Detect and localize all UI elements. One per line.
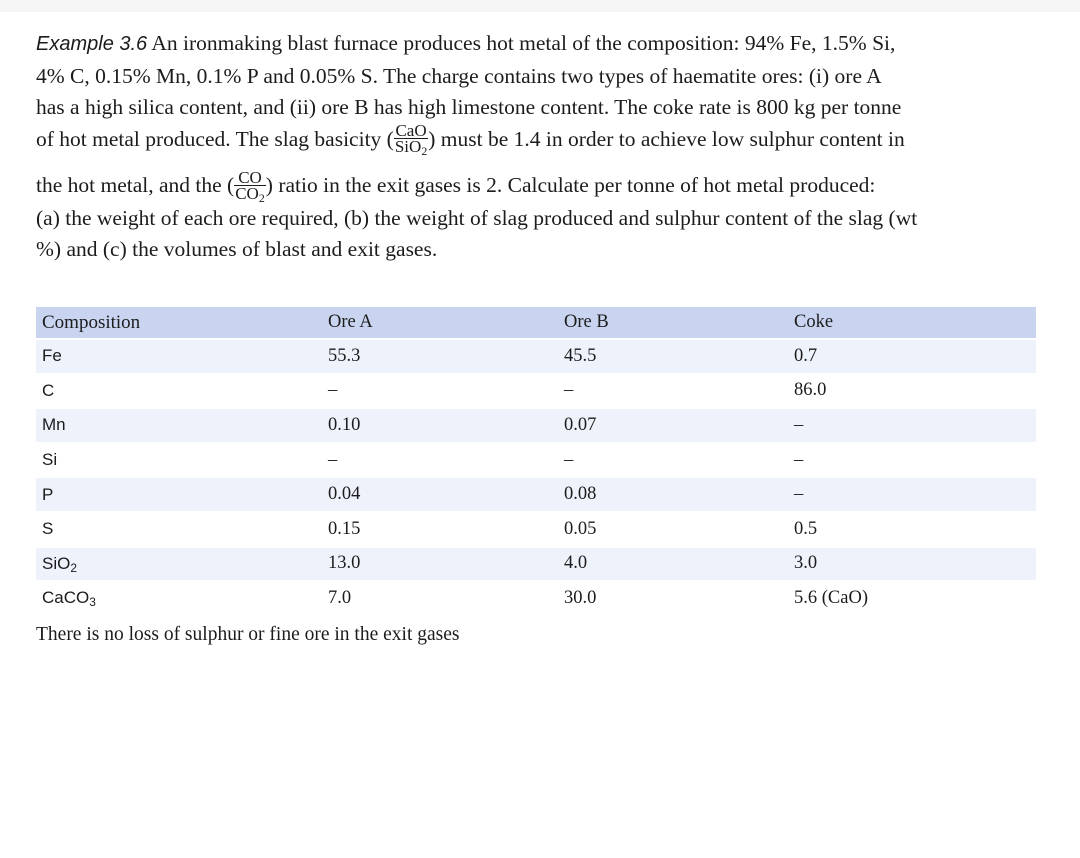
row-label: P xyxy=(36,478,322,513)
ore-a-value: 13.0 xyxy=(322,548,558,583)
table-row xyxy=(36,375,1036,410)
row-label: C xyxy=(36,375,322,410)
ore-b-value: 30.0 xyxy=(558,582,788,617)
header-ore-b: Ore B xyxy=(558,307,788,340)
row-label: S xyxy=(36,513,322,548)
header-ore-a: Ore A xyxy=(322,307,558,340)
problem-line-3: has a high silica content, and (ii) ore B has high limestone content. The coke rate is 800 kg per tonne xyxy=(36,95,902,119)
table-row xyxy=(36,548,1036,583)
basicity-numerator: CaO xyxy=(395,121,427,141)
problem-line-4 xyxy=(36,121,1038,159)
basicity-fraction xyxy=(394,121,428,159)
table-row xyxy=(36,444,1036,479)
problem-statement xyxy=(36,28,1038,266)
row-label: Si xyxy=(36,444,322,479)
ore-a-value: – xyxy=(322,444,558,479)
header-coke: Coke xyxy=(788,307,1036,340)
problem-line-2: 4% C, 0.15% Mn, 0.1% P and 0.05% S. The charge contains two types of haematite ores: (i) ore A xyxy=(36,63,882,88)
problem-text-4a: of hot metal produced. The slag basicity ( xyxy=(36,126,394,151)
row-label: SiO$_2$ xyxy=(36,548,322,583)
ore-a-value: 7.0 xyxy=(322,582,558,617)
coke-value: – xyxy=(788,478,1036,513)
ore-a-value: 55.3 xyxy=(322,340,558,375)
problem-line-7: %) and (c) the volumes of blast and exit gases. xyxy=(36,237,438,262)
ore-b-value: 45.5 xyxy=(558,340,788,375)
table-row xyxy=(36,409,1036,444)
top-bar xyxy=(0,0,1080,12)
row-label: Fe xyxy=(36,340,322,375)
problem-text-5a: the hot metal, and the ( xyxy=(36,173,235,198)
problem-text-1: An ironmaking blast furnace produces hot metal of the composition: 94% Fe, 1.5% Si, xyxy=(151,31,896,55)
coke-value: 86.0 xyxy=(788,375,1036,410)
ratio-den-sub: 2 xyxy=(258,190,265,205)
ratio-denominator xyxy=(234,183,266,205)
ore-a-value: – xyxy=(322,375,558,410)
gas-ratio-fraction xyxy=(234,167,266,205)
table-row xyxy=(36,582,1036,617)
ore-b-value: 0.05 xyxy=(558,513,788,548)
example-label: Example 3.6 xyxy=(36,33,148,55)
ore-a-value: 0.15 xyxy=(322,513,558,548)
problem-line-5 xyxy=(36,167,1038,205)
ore-b-value: 0.08 xyxy=(558,478,788,513)
basicity-den-sub: 2 xyxy=(421,144,428,159)
row-label: CaCO$_3$ xyxy=(36,582,322,617)
table-row xyxy=(36,478,1036,513)
basicity-denominator xyxy=(394,137,428,159)
problem-line-1 xyxy=(36,28,1038,61)
table-row xyxy=(36,340,1036,375)
coke-value: – xyxy=(788,409,1036,444)
row-label: Mn xyxy=(36,409,322,444)
ore-a-value: 0.04 xyxy=(322,478,558,513)
basicity-den-text: SiO xyxy=(394,137,422,157)
table-header-row xyxy=(36,307,1036,340)
problem-line-6: (a) the weight of each ore required, (b) the weight of slag produced and sulphur content of the slag (wt xyxy=(36,205,918,230)
coke-value: 5.6 (CaO) xyxy=(788,582,1036,617)
problem-text-5b: ) ratio in the exit gases is 2. Calculate per tonne of hot metal produced: xyxy=(265,173,876,198)
coke-value: 0.5 xyxy=(788,513,1036,548)
header-composition: Composition xyxy=(36,307,322,340)
ratio-numerator: CO xyxy=(234,170,266,186)
composition-table xyxy=(36,307,1036,617)
table-row xyxy=(36,513,1036,548)
ore-b-value: 4.0 xyxy=(558,548,788,583)
ore-a-value: 0.10 xyxy=(322,409,558,444)
ore-b-value: – xyxy=(558,375,788,410)
problem-text-4b: ) must be 1.4 in order to achieve low sulphur content in xyxy=(428,126,905,151)
coke-value: 0.7 xyxy=(788,340,1036,375)
ore-b-value: 0.07 xyxy=(558,409,788,444)
coke-value: – xyxy=(788,444,1036,479)
ratio-den-text: CO xyxy=(235,183,259,203)
table-footnote: There is no loss of sulphur or fine ore in the exit gases xyxy=(36,624,460,645)
coke-value: 3.0 xyxy=(788,548,1036,583)
ore-b-value: – xyxy=(558,444,788,479)
